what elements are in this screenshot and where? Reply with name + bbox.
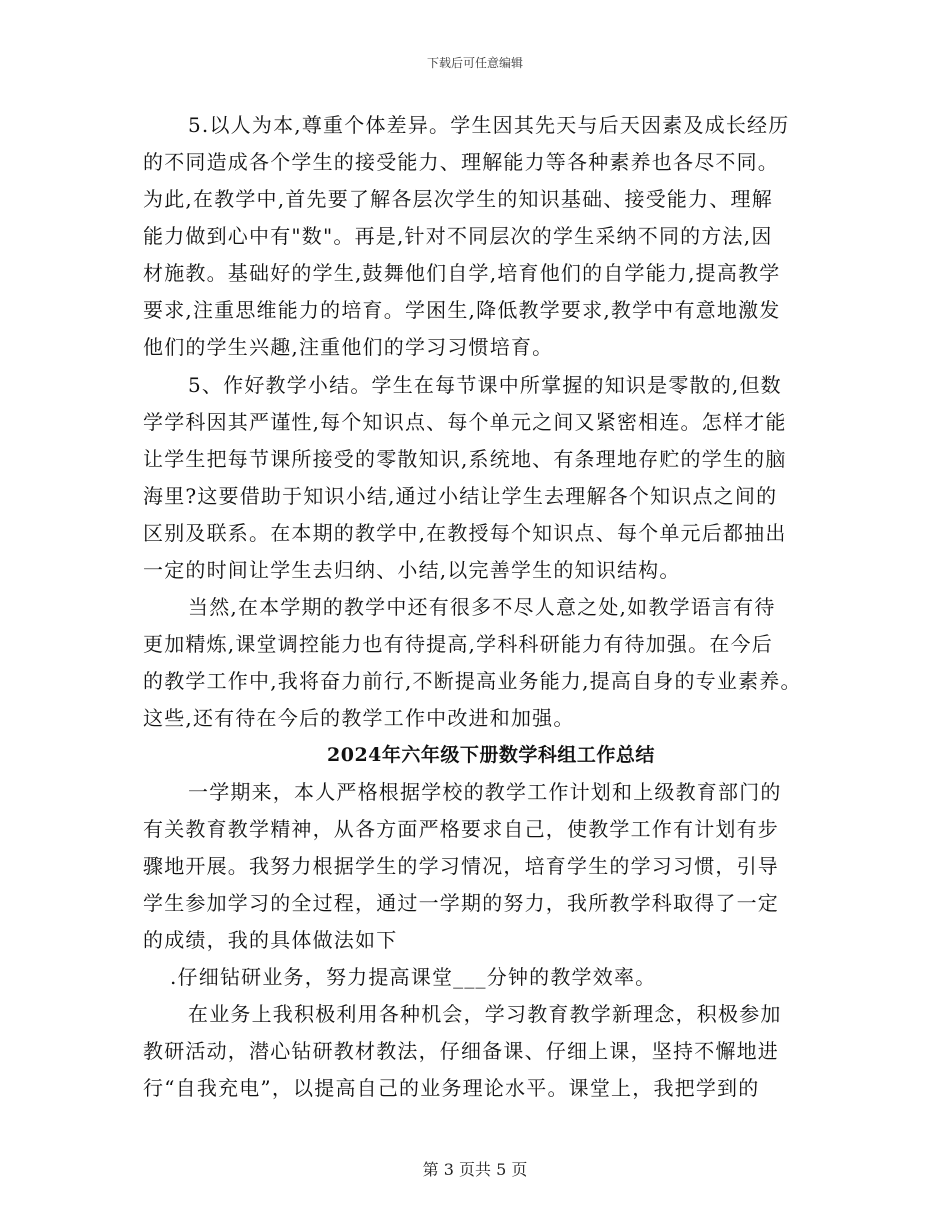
paragraph-line: 教研活动，潜心钻研教材教法，仔细备课、仔细上课，坚持不懈地进: [143, 1039, 779, 1063]
paragraph-line: .仔细钻研业务，努力提高课堂___分钟的教学效率。: [170, 965, 657, 989]
paragraph-line: 区别及联系。在本期的教学中,在教授每个知识点、每个单元后都抽出: [143, 521, 787, 545]
paragraph-line: 的成绩，我的具体做法如下: [143, 928, 398, 952]
section-title: 2024年六年级下册数学科组工作总结: [327, 744, 655, 766]
page-number: 第 3 页共 5 页: [422, 1160, 528, 1179]
paragraph-line: 骤地开展。我努力根据学生的学习情况，培育学生的学习习惯，引导: [143, 854, 779, 878]
paragraph-line: 为此,在教学中,首先要了解各层次学生的知识基础、接受能力、理解: [143, 187, 773, 211]
paragraph-line: 一学期来，本人严格根据学校的教学工作计划和上级教育部门的: [188, 780, 782, 804]
paragraph-line: 更加精炼,课堂调控能力也有待提高,学科科研能力有待加强。在今后: [143, 632, 773, 656]
paragraph-line: 学生参加学习的全过程，通过一学期的努力，我所教学科取得了一定: [143, 891, 779, 915]
paragraph-line: 能力做到心中有"数"。再是,针对不同层次的学生采纳不同的方法,因: [143, 224, 773, 248]
paragraph-line: 有关教育教学精神，从各方面严格要求自己，使教学工作有计划有步: [143, 817, 779, 841]
paragraph-line: 这些,还有待在今后的教学工作中改进和加强。: [143, 706, 575, 730]
paragraph-line: 要求,注重思维能力的培育。学困生,降低教学要求,教学中有意地激发: [143, 298, 781, 322]
paragraph-line: 的不同造成各个学生的接受能力、理解能力等各种素养也各尽不同。: [143, 150, 779, 174]
paragraph-line: 5.以人为本,尊重个体差异。学生因其先天与后天因素及成长经历: [188, 113, 790, 137]
paragraph-line: 行“自我充电”，以提高自己的业务理论水平。课堂上，我把学到的: [143, 1076, 760, 1100]
paragraph-line: 学学科因其严谨性,每个知识点、每个单元之间又紧密相连。怎样才能: [143, 410, 787, 434]
page-header: 下载后可任意编辑: [426, 56, 523, 70]
paragraph-line: 一定的时间让学生去归纳、小结,以完善学生的知识结构。: [143, 558, 681, 582]
paragraph-line: 当然,在本学期的教学中还有很多不尽人意之处,如教学语言有待: [188, 595, 776, 619]
paragraph-line: 在业务上我积极利用各种机会，学习教育教学新理念，积极参加: [188, 1002, 782, 1026]
paragraph-line: 的教学工作中,我将奋力前行,不断提高业务能力,提高自身的专业素养。: [143, 669, 802, 693]
paragraph-line: 他们的学生兴趣,注重他们的学习习惯培育。: [143, 335, 554, 359]
paragraph-line: 材施教。基础好的学生,鼓舞他们自学,培育他们的自学能力,提高教学: [143, 261, 781, 285]
paragraph-line: 让学生把每节课所接受的零散知识,系统地、有条理地存贮的学生的脑: [143, 447, 787, 471]
paragraph-line: 海里?这要借助于知识小结,通过小结让学生去理解各个知识点之间的: [143, 484, 778, 508]
paragraph-line: 5、作好教学小结。学生在每节课中所掌握的知识是零散的,但数: [188, 373, 782, 397]
